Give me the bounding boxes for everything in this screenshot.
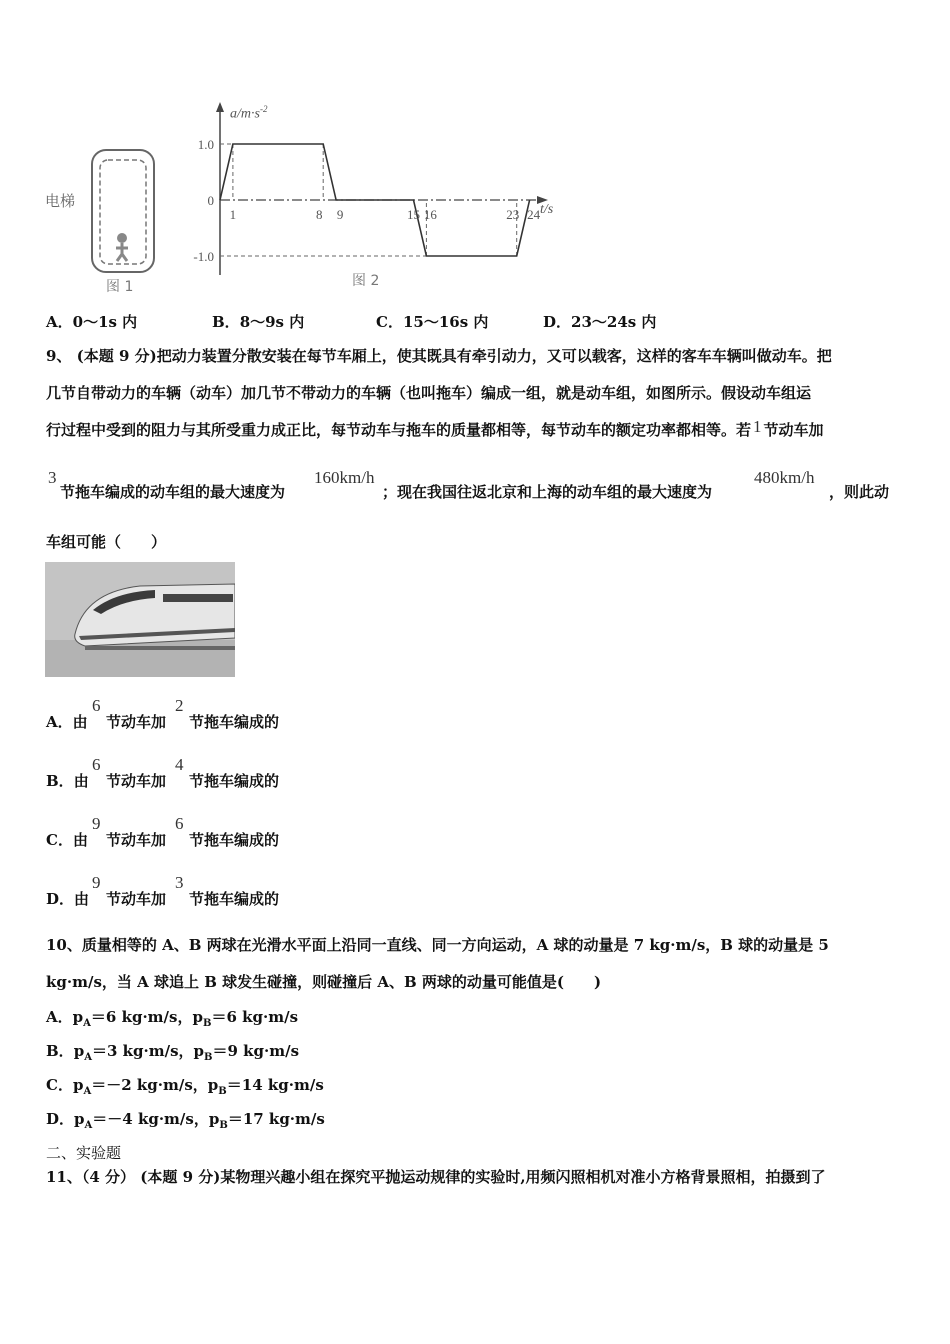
q8-option-b[interactable] xyxy=(212,312,304,332)
option-num2: 3 xyxy=(175,873,184,892)
elevator-figure xyxy=(40,140,170,300)
option-key: A． xyxy=(46,1008,73,1026)
option-key: C． xyxy=(46,1076,73,1094)
q9-line4-num: 3 xyxy=(48,468,57,487)
q9-line5: 车组可能（ ） xyxy=(46,533,167,551)
option-key: B． xyxy=(46,1042,74,1060)
y-axis-arrow xyxy=(216,102,224,112)
option-num1: 9 xyxy=(92,814,101,833)
x-tick-label: 23 xyxy=(506,207,520,222)
y-tick-label: 1.0 xyxy=(197,137,214,152)
train-photo xyxy=(45,562,235,677)
q9-speed-160: 160km/h xyxy=(314,468,375,487)
option-key: D． xyxy=(543,313,572,331)
x-tick-label: 24 xyxy=(527,207,541,222)
option-key: D． xyxy=(46,1110,75,1128)
section-title: 二、实验题 xyxy=(46,1144,122,1162)
option-eq: ＝ xyxy=(211,1008,227,1026)
fig1-caption: 图 1 xyxy=(106,279,134,295)
option-key: B． xyxy=(212,313,240,331)
option-eq: ＝ xyxy=(227,1110,243,1128)
option-num1: 6 xyxy=(92,755,101,774)
option-mid: 节动车加 xyxy=(106,890,167,908)
option-post: 节拖车编成的 xyxy=(189,713,280,731)
option-mid: 节动车加 xyxy=(106,831,167,849)
option-pa: 6 kg·m/s xyxy=(105,1008,178,1026)
option-eq: ＝ xyxy=(91,1042,107,1060)
x-tick-label: 9 xyxy=(336,207,344,222)
option-pa: －2 kg·m/s xyxy=(106,1076,193,1094)
graph-ylabel xyxy=(230,104,267,123)
option-num1: 9 xyxy=(92,873,101,892)
fig2-caption: 图 2 xyxy=(352,273,380,289)
q10-option-a[interactable]: A．$p_A=6$ kg·m/s，$p_B=6$ kg·m/s xyxy=(46,1008,299,1029)
option-pre: 由 xyxy=(73,772,89,790)
q9-option-d[interactable] xyxy=(46,873,446,909)
q9-line4-text-b: ；现在我国往返北京和上海的动车组的最大速度为 xyxy=(382,483,713,501)
q9-line3-text: 行过程中受到的阻力与其所受重力成正比，每节动车与拖车的质量都相等，每节动车的额定功率都相等。若 xyxy=(46,421,752,439)
graph-xlabel: t/s xyxy=(540,202,554,217)
option-pa: －4 kg·m/s xyxy=(107,1110,194,1128)
q10-option-c[interactable]: C．$p_A=-2$ kg·m/s，$p_B=14$ kg·m/s xyxy=(46,1076,324,1097)
option-key: C． xyxy=(376,313,403,331)
option-pb: 6 kg·m/s xyxy=(226,1008,299,1026)
x-tick-label: 8 xyxy=(315,207,323,222)
q9-line3 xyxy=(46,417,824,440)
q8-option-a[interactable] xyxy=(46,312,137,332)
q8-option-d[interactable] xyxy=(543,312,656,332)
q10-line1: 10、质量相等的 A、B 两球在光滑水平面上沿同一直线、同一方向运动，A 球的动量是 7 kg·m/s，B 球的动量是 5 xyxy=(46,936,829,954)
q9-line2: 几节自带动力的车辆（动车）加几节不带动力的车辆（也叫拖车）编成一组，就是动车组，如图所示。假设动车组运 xyxy=(46,384,812,402)
acceleration-graph xyxy=(190,100,570,300)
train-drawing xyxy=(45,562,235,677)
elevator-drawing xyxy=(40,140,170,300)
option-eq: ＝ xyxy=(91,1076,107,1094)
q11-line1: 11、（4 分） (本题 9 分)某物理兴趣小组在探究平抛运动规律的实验时,用频闪照相机对准小方格背景照相，拍摄到了 xyxy=(46,1168,826,1186)
q9-line4-text-c: ，则此动 xyxy=(829,483,890,501)
option-key: C． xyxy=(46,831,73,849)
option-pre: 由 xyxy=(72,831,88,849)
option-key: A． xyxy=(46,713,73,731)
option-post: 节拖车编成的 xyxy=(189,890,280,908)
q8-option-c[interactable] xyxy=(376,312,488,332)
option-pa: 3 kg·m/s xyxy=(106,1042,179,1060)
option-num2: 2 xyxy=(175,696,184,715)
y-tick-label: -1.0 xyxy=(193,249,214,264)
elevator-label: 电梯 xyxy=(45,192,76,210)
option-mid: 节动车加 xyxy=(106,772,167,790)
q10-option-d[interactable]: D．$p_A=-4$ kg·m/s，$p_B=17$ kg·m/s xyxy=(46,1110,325,1131)
option-key: B． xyxy=(46,772,74,790)
option-eq: ＝ xyxy=(212,1042,228,1060)
x-tick-label: 1 xyxy=(229,207,237,222)
option-eq: ＝ xyxy=(226,1076,242,1094)
y-tick-label: 0 xyxy=(207,193,214,208)
option-pre: 由 xyxy=(72,713,88,731)
option-mid: 节动车加 xyxy=(106,713,167,731)
q9-line1: 9、 (本题 9 分)把动力装置分散安装在每节车厢上，使其既具有牵引动力，又可以载客，这样的客车车辆叫做动车。把 xyxy=(46,347,832,365)
option-pb: 17 kg·m/s xyxy=(242,1110,325,1128)
x-tick-label: 15 xyxy=(407,207,420,222)
graph-ylabel-text: a/m·s xyxy=(230,106,260,122)
person-icon xyxy=(117,233,127,243)
option-pre: 由 xyxy=(74,890,90,908)
q9-option-c[interactable] xyxy=(46,814,446,850)
q9-option-b[interactable] xyxy=(46,755,446,791)
q9-line3-num: 1 xyxy=(753,417,762,436)
graph-ylabel-exp: -2 xyxy=(259,104,268,114)
acceleration-series-line xyxy=(220,144,530,256)
option-text: 0～1s 内 xyxy=(72,313,138,331)
option-key: A． xyxy=(46,313,73,331)
option-text: 15～16s 内 xyxy=(402,313,489,331)
option-text: 23～24s 内 xyxy=(571,313,657,331)
option-post: 节拖车编成的 xyxy=(189,831,280,849)
q9-line4-text-a: 节拖车编成的动车组的最大速度为 xyxy=(60,483,286,501)
option-pb: 9 kg·m/s xyxy=(227,1042,300,1060)
q10-line2: kg·m/s，当 A 球追上 B 球发生碰撞，则碰撞后 A、B 两球的动量可能值是( ) xyxy=(46,973,602,991)
q9-line3-tail: 节动车加 xyxy=(763,421,824,439)
q9-speed-480: 480km/h xyxy=(754,468,815,487)
option-eq: ＝ xyxy=(90,1008,106,1026)
option-text: 8～9s 内 xyxy=(239,313,305,331)
q9-option-a[interactable] xyxy=(46,696,446,732)
option-num2: 4 xyxy=(175,755,184,774)
option-num2: 6 xyxy=(175,814,184,833)
option-num1: 6 xyxy=(92,696,101,715)
option-pb: 14 kg·m/s xyxy=(241,1076,324,1094)
option-key: D． xyxy=(46,890,75,908)
x-tick-label: 16 xyxy=(423,207,437,222)
acceleration-graph-svg xyxy=(190,100,570,300)
q10-option-b[interactable]: B．$p_A=3$ kg·m/s，$p_B=9$ kg·m/s xyxy=(46,1042,300,1063)
option-post: 节拖车编成的 xyxy=(189,772,280,790)
option-eq: ＝ xyxy=(92,1110,108,1128)
